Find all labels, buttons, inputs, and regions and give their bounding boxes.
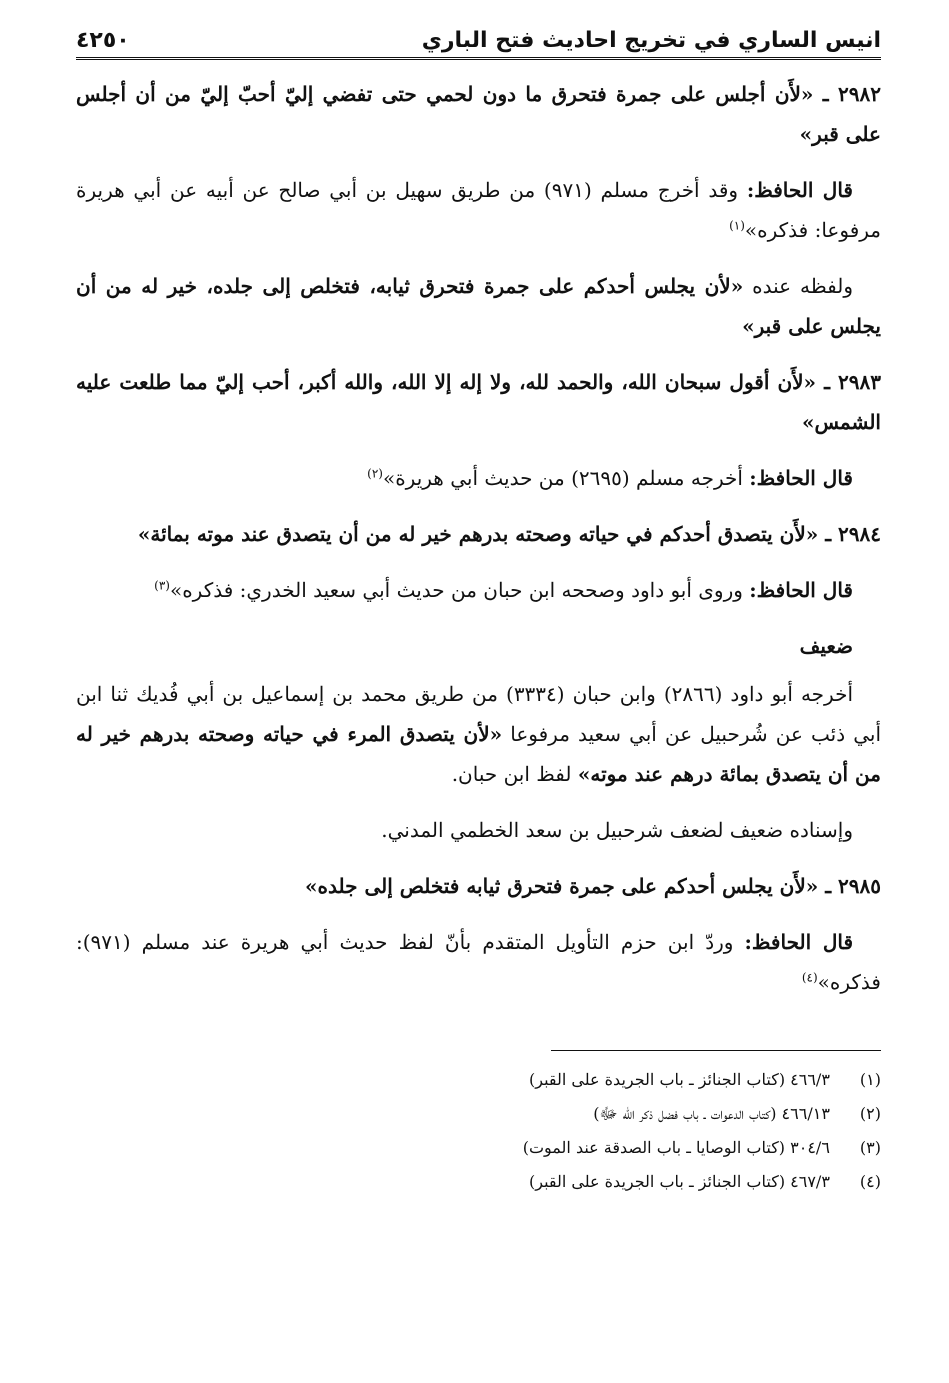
book-title: انيس الساري في تخريج احاديث فتح الباري: [421, 28, 881, 53]
footnote-ref: (٤): [801, 970, 818, 985]
hafiz-comment: [76, 922, 881, 1002]
footnote-text: ٣٠٤/٦ (كتاب الوصايا ـ باب الصدقة عند الموت): [522, 1138, 830, 1157]
hadith-text: ٢٩٨٣ ـ «لأَن أقول سبحان الله، والحمد لله، ولا إله إلا الله، والله أكبر، أحب إليّ مما طلعت عليه الشمس»: [76, 370, 881, 434]
page-number: ٤٢٥٠: [76, 28, 130, 53]
hafiz-label: قال الحافظ:: [744, 930, 854, 954]
hadith-entry: [76, 866, 881, 906]
footnote-ref: (٢): [367, 466, 383, 481]
hafiz-comment: [76, 570, 881, 610]
isnad-text: وإسناده ضعيف لضعف شرحبيل بن سعد الخطمي المدني.: [381, 818, 853, 842]
footnote-number: (٤): [859, 1172, 881, 1191]
footnotes: [76, 1063, 881, 1199]
footnote-number: (٣): [859, 1138, 881, 1157]
hafiz-label: قال الحافظ:: [749, 578, 853, 602]
footnote: [76, 1165, 881, 1199]
footnote-text: ٤٦٧/٣ (كتاب الجنائز ـ باب الجريدة على القبر): [529, 1172, 830, 1191]
takhrij-text: أخرجه أبو داود (٢٨٦٦) وابن حبان (٣٣٣٤) من طريق محمد بن إسماعيل بن أبي فُديك ثنا ابن أبي ذئب عن شُرحبيل عن أبي سعيد مرفوعا: [76, 682, 882, 746]
takhrij-tail: لفظ ابن حبان.: [451, 762, 572, 786]
hafiz-comment: [76, 458, 881, 498]
footnote-ref: (١): [729, 218, 745, 233]
footnote-text: ٤٦٦/١٣ (كتاب الدعوات ـ باب فضل ذكر الله ﷻ): [593, 1104, 830, 1123]
hadith-text: ٢٩٨٥ ـ «لأَن يجلس أحدكم على جمرة فتحرق ثيابه فتخلص إلى جلده»: [305, 874, 881, 898]
footnote-number: (١): [859, 1070, 881, 1089]
hafiz-label: قال الحافظ:: [746, 178, 853, 202]
hadith-text: ٢٩٨٢ ـ «لأَن أجلس على جمرة فتحرق ما دون لحمي حتى تفضي إليّ أحبّ إليّ من أن أجلس على قبر»: [76, 82, 881, 146]
takhrij-bold: «لأن يتصدق المرء في حياته وصحته بدرهم خير له من أن يتصدق بمائة درهم عند موته»: [76, 722, 881, 786]
hafiz-text: وقد أخرج مسلم (٩٧١) من طريق سهيل بن أبي صالح عن أبيه عن أبي هريرة مرفوعا: فذكره»: [76, 178, 881, 242]
extra-lead: ولفظه عنده: [752, 274, 853, 298]
isnad-note: [76, 810, 881, 850]
hadith-entry: [76, 514, 881, 554]
hadith-entry: [76, 362, 881, 442]
hafiz-comment: [76, 170, 881, 250]
footnote-separator: [551, 1050, 881, 1051]
footnote-ref: (٣): [154, 578, 170, 593]
footnote-text: ٤٦٦/٣ (كتاب الجنائز ـ باب الجريدة على القبر): [529, 1070, 830, 1089]
hadith-text: ٢٩٨٤ ـ «لأَن يتصدق أحدكم في حياته وصحته بدرهم خير له من أن يتصدق عند موته بمائة»: [137, 522, 881, 546]
extra-wording: [76, 266, 881, 346]
hafiz-label: قال الحافظ:: [749, 466, 853, 490]
footnote: [76, 1097, 881, 1131]
footnote: [76, 1131, 881, 1165]
hafiz-text: وروى أبو داود وصححه ابن حبان من حديث أبي سعيد الخدري: فذكره»: [169, 578, 743, 602]
hadith-entry: [76, 74, 881, 154]
takhrij: [76, 674, 881, 794]
hafiz-text: وردّ ابن حزم التأويل المتقدم بأنّ لفظ حديث أبي هريرة عند مسلم (٩٧١): فذكره»: [76, 930, 881, 994]
footnote: [76, 1063, 881, 1097]
grade-label: ضعيف: [799, 634, 853, 658]
extra-bold: «لأن يجلس أحدكم على جمرة فتحرق ثيابه، فتخلص إلى جلده، خير له من أن يجلس على قبر»: [76, 274, 881, 338]
page-header: [76, 28, 881, 60]
hafiz-text: أخرجه مسلم (٢٦٩٥) من حديث أبي هريرة»: [382, 466, 743, 490]
footnote-number: (٢): [859, 1104, 881, 1123]
